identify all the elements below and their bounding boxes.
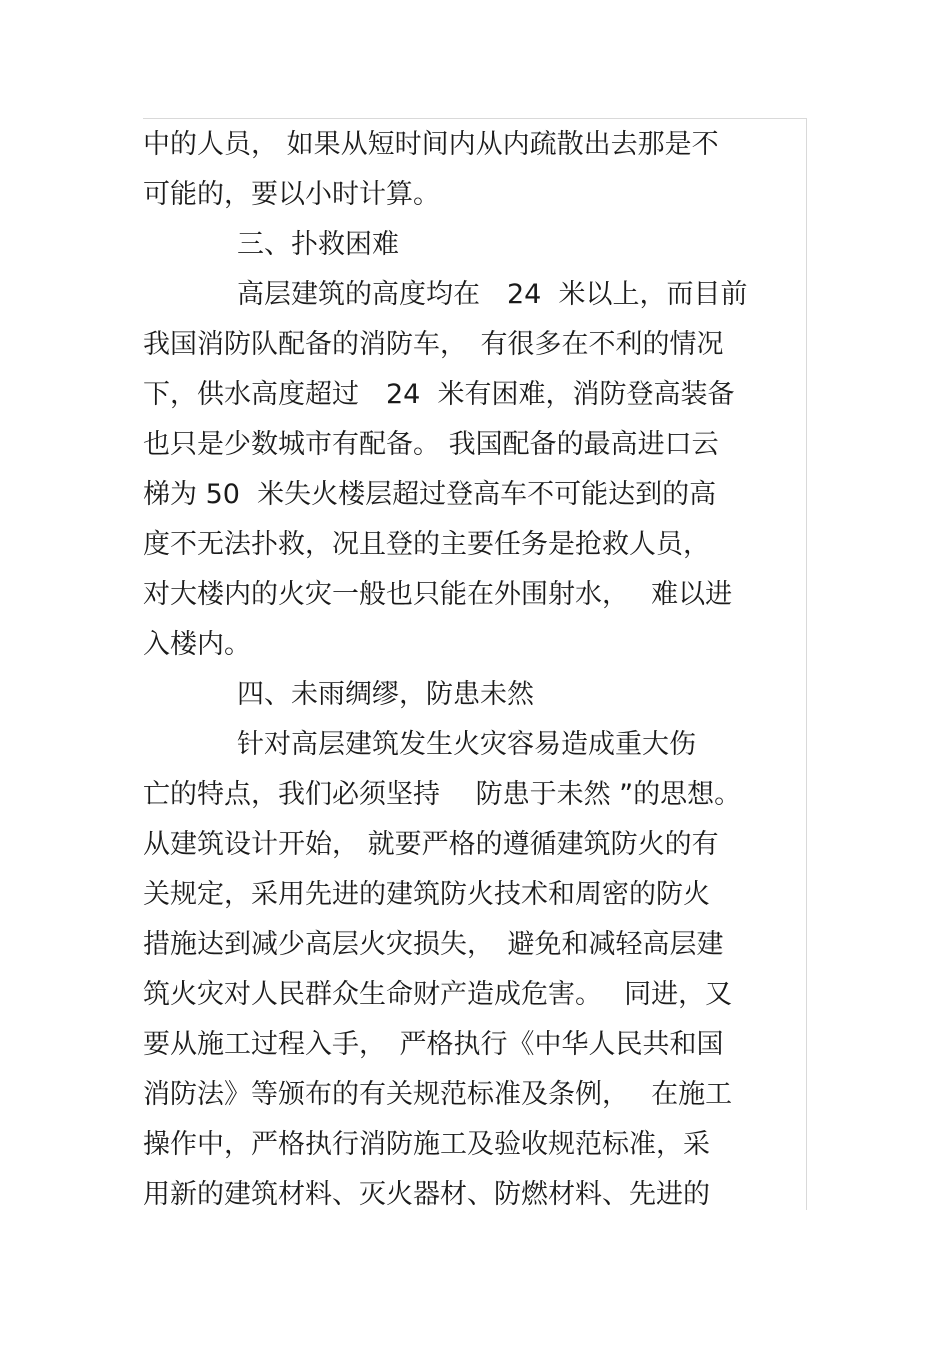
text-line: 我国消防队配备的消防车， 有很多在不利的情况 xyxy=(143,329,724,360)
text-line: 中的人员， 如果从短时间内从内疏散出去那是不 xyxy=(143,129,719,160)
text-line: 措施达到减少高层火灾损失， 避免和减轻高层建 xyxy=(143,929,724,960)
text-line: 从建筑设计开始， 就要严格的遵循建筑防火的有 xyxy=(143,829,719,860)
text-line: 也只是少数城市有配备。 我国配备的最高进口云 xyxy=(143,429,719,460)
text-line: 可能的，要以小时计算。 xyxy=(143,179,440,210)
text-line: 入楼内。 xyxy=(143,629,251,660)
text-line: 筑火灾对人民群众生命财产造成危害。 同进，又 xyxy=(143,979,733,1010)
text-line: 对大楼内的火灾一般也只能在外围射水， 难以进 xyxy=(143,579,733,610)
text-line: 高层建筑的高度均在 24 米以上，而目前 xyxy=(237,279,748,310)
text-line: 关规定，采用先进的建筑防火技术和周密的防火 xyxy=(143,879,710,910)
text-line: 用新的建筑材料、灭火器材、防燃材料、先进的 xyxy=(143,1179,710,1210)
section-heading: 四、未雨绸缪，防患未然 xyxy=(237,679,534,710)
text-line: 亡的特点，我们必须坚持 防患于未然 ”的思想。 xyxy=(143,779,742,810)
text-line: 消防法》等颁布的有关规范标准及条例， 在施工 xyxy=(143,1079,733,1110)
section-heading: 三、扑救困难 xyxy=(237,229,399,260)
text-line: 操作中，严格执行消防施工及验收规范标准，采 xyxy=(143,1129,710,1160)
text-line: 要从施工过程入手， 严格执行《中华人民共和国 xyxy=(143,1029,724,1060)
text-line: 针对高层建筑发生火灾容易造成重大伤 xyxy=(237,729,696,760)
text-line: 梯为 50 米失火楼层超过登高车不可能达到的高 xyxy=(143,479,717,510)
text-line: 度不无法扑救，况且登的主要任务是抢救人员， xyxy=(143,529,710,560)
text-line: 下，供水高度超过 24 米有困难，消防登高装备 xyxy=(143,379,735,410)
